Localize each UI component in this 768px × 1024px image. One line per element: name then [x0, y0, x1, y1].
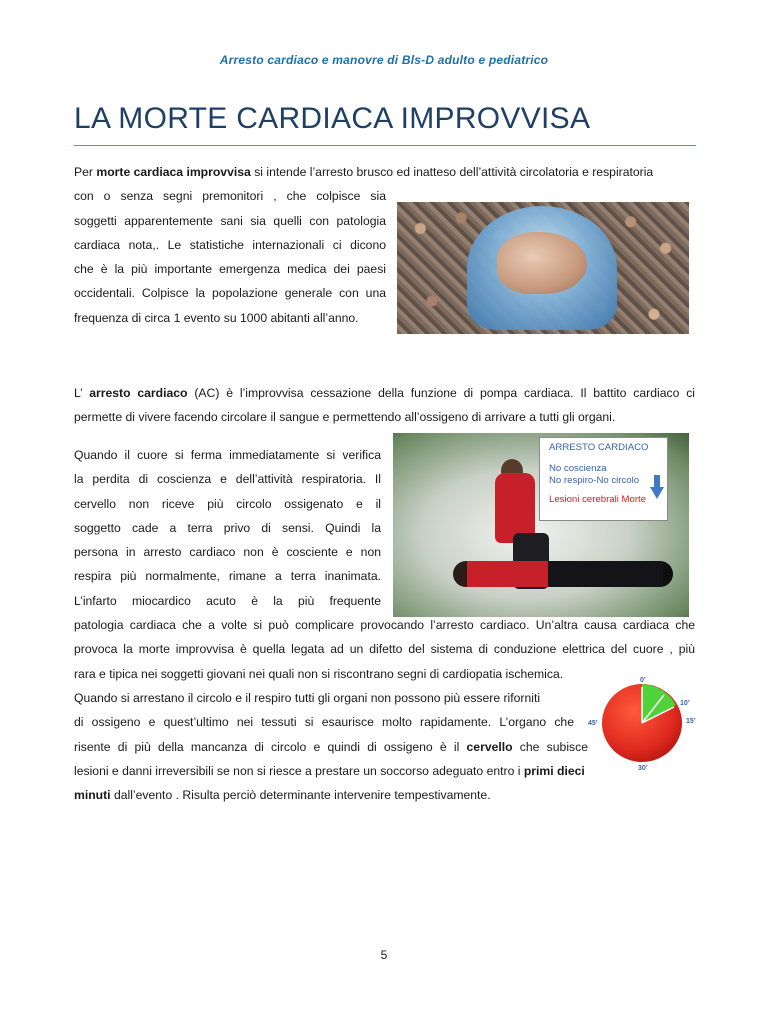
- time-clock-figure: [588, 675, 702, 771]
- text-line: Quando si arrestano il circolo e il respiro tutti gli organi non possono più essere riforniti: [74, 691, 541, 705]
- text-line: [74, 783, 695, 807]
- heart-attack-crowd-image: [397, 202, 689, 334]
- text-line: di ossigeno e quest’ultimo nei tessuti si esaurisce molto rapidamente. L’organo che: [74, 715, 574, 730]
- text-line: che è la più importante emergenza medica dei paesi: [74, 262, 386, 277]
- text-line: con o senza segni premonitori , che colpisce sia: [74, 189, 386, 204]
- bold-term: cervello: [466, 739, 513, 754]
- text-line: [74, 381, 695, 405]
- text-line: cardiaca nota,. Le statistiche internazionali ci dicono: [74, 237, 386, 252]
- down-arrow-icon: [650, 475, 664, 499]
- callout-outcome: Lesioni cerebrali Morte: [549, 494, 647, 505]
- bold-term: arresto cardiaco: [89, 386, 188, 400]
- text-run: che subisce: [512, 739, 588, 754]
- page-number: 5: [380, 948, 388, 962]
- text-line: soggetti apparentemente sani sia quelli con patologia: [74, 213, 386, 228]
- text-line: respira più normalmente, rimane a terra inanimata.: [74, 569, 381, 584]
- callout-title: ARRESTO CARDIACO: [549, 442, 649, 453]
- text-line: rara e tipica nei soggetti giovani nei quali non si riscontrano segni di cardiopatia ischemica.: [74, 666, 564, 681]
- clock-label: 0’: [640, 677, 646, 684]
- text-line: permette di vivere facendo circolare il sangue e permettendo all’ossigeno di arrivare a tutti gli organi.: [74, 410, 616, 425]
- arresto-callout-box: [539, 437, 668, 521]
- callout-row: No coscienza: [549, 463, 607, 474]
- clock-label: 30’: [638, 765, 648, 771]
- text-run: lesioni e danni irreversibili se non si riesce a prestare un soccorso adeguato entro i: [74, 763, 524, 778]
- running-header: Arresto cardiaco e manovre di Bls-D adulto e pediatrico: [219, 53, 549, 67]
- text-line: persona in arresto cardiaco non è cosciente e non: [74, 545, 381, 560]
- text-line: soggetto cade a terra privo di sensi. Quindi la: [74, 520, 381, 535]
- text-line: provoca la morte improvvisa è quella legata ad un difetto del sistema di conduzione elettrica del cuore , più: [74, 642, 695, 657]
- clock-label: 45’: [588, 720, 598, 727]
- paragraph-arresto: [74, 381, 695, 430]
- bold-term: morte cardiaca improvvisa: [96, 165, 251, 179]
- text-line: Quando il cuore si ferma immediatamente si verifica: [74, 448, 381, 462]
- text-line: patologia cardiaca che a volte si può complicare provocando l’arresto cardiaco. Un’altra causa cardiaca che: [74, 618, 695, 633]
- text-run: risente di più della mancanza di circolo e quindi di ossigeno è il: [74, 739, 467, 754]
- text-run: L’: [74, 386, 90, 400]
- clock-label: 10’: [680, 700, 690, 707]
- text-run: (AC) è l’improvvisa cessazione della funzione di pompa cardiaca. Il battito cardiaco ci: [187, 386, 696, 400]
- text-line: [74, 160, 695, 184]
- victim-lying-down: [453, 561, 673, 587]
- callout-row: No respiro-No circolo: [549, 475, 640, 486]
- text-line: frequenza di circa 1 evento su 1000 abitanti all’anno.: [74, 310, 359, 325]
- title-underline: [74, 145, 696, 146]
- text-line: cervello non riceve più circolo ossigenato e il: [74, 496, 381, 511]
- text-line: la perdita di coscienza e dell’attività respiratoria. Il: [74, 472, 381, 487]
- text-line: L’infarto miocardico acuto è la più frequente: [74, 593, 381, 608]
- clock-label: 15’: [686, 718, 696, 725]
- page-title: LA MORTE CARDIACA IMPROVVISA: [74, 102, 591, 135]
- text-run: si intende l’arresto brusco ed inatteso dell’attività circolatoria e respiratoria: [250, 165, 654, 179]
- bold-term: minuti: [74, 788, 111, 803]
- text-run: dall’evento . Risulta perciò determinante intervenire tempestivamente.: [110, 788, 491, 803]
- text-line: occidentali. Colpisce la popolazione generale con una: [74, 286, 386, 301]
- hands-on-chest: [497, 232, 587, 294]
- text-line: [74, 735, 588, 759]
- text-run: Per: [74, 165, 97, 179]
- bold-term: primi dieci: [523, 763, 585, 778]
